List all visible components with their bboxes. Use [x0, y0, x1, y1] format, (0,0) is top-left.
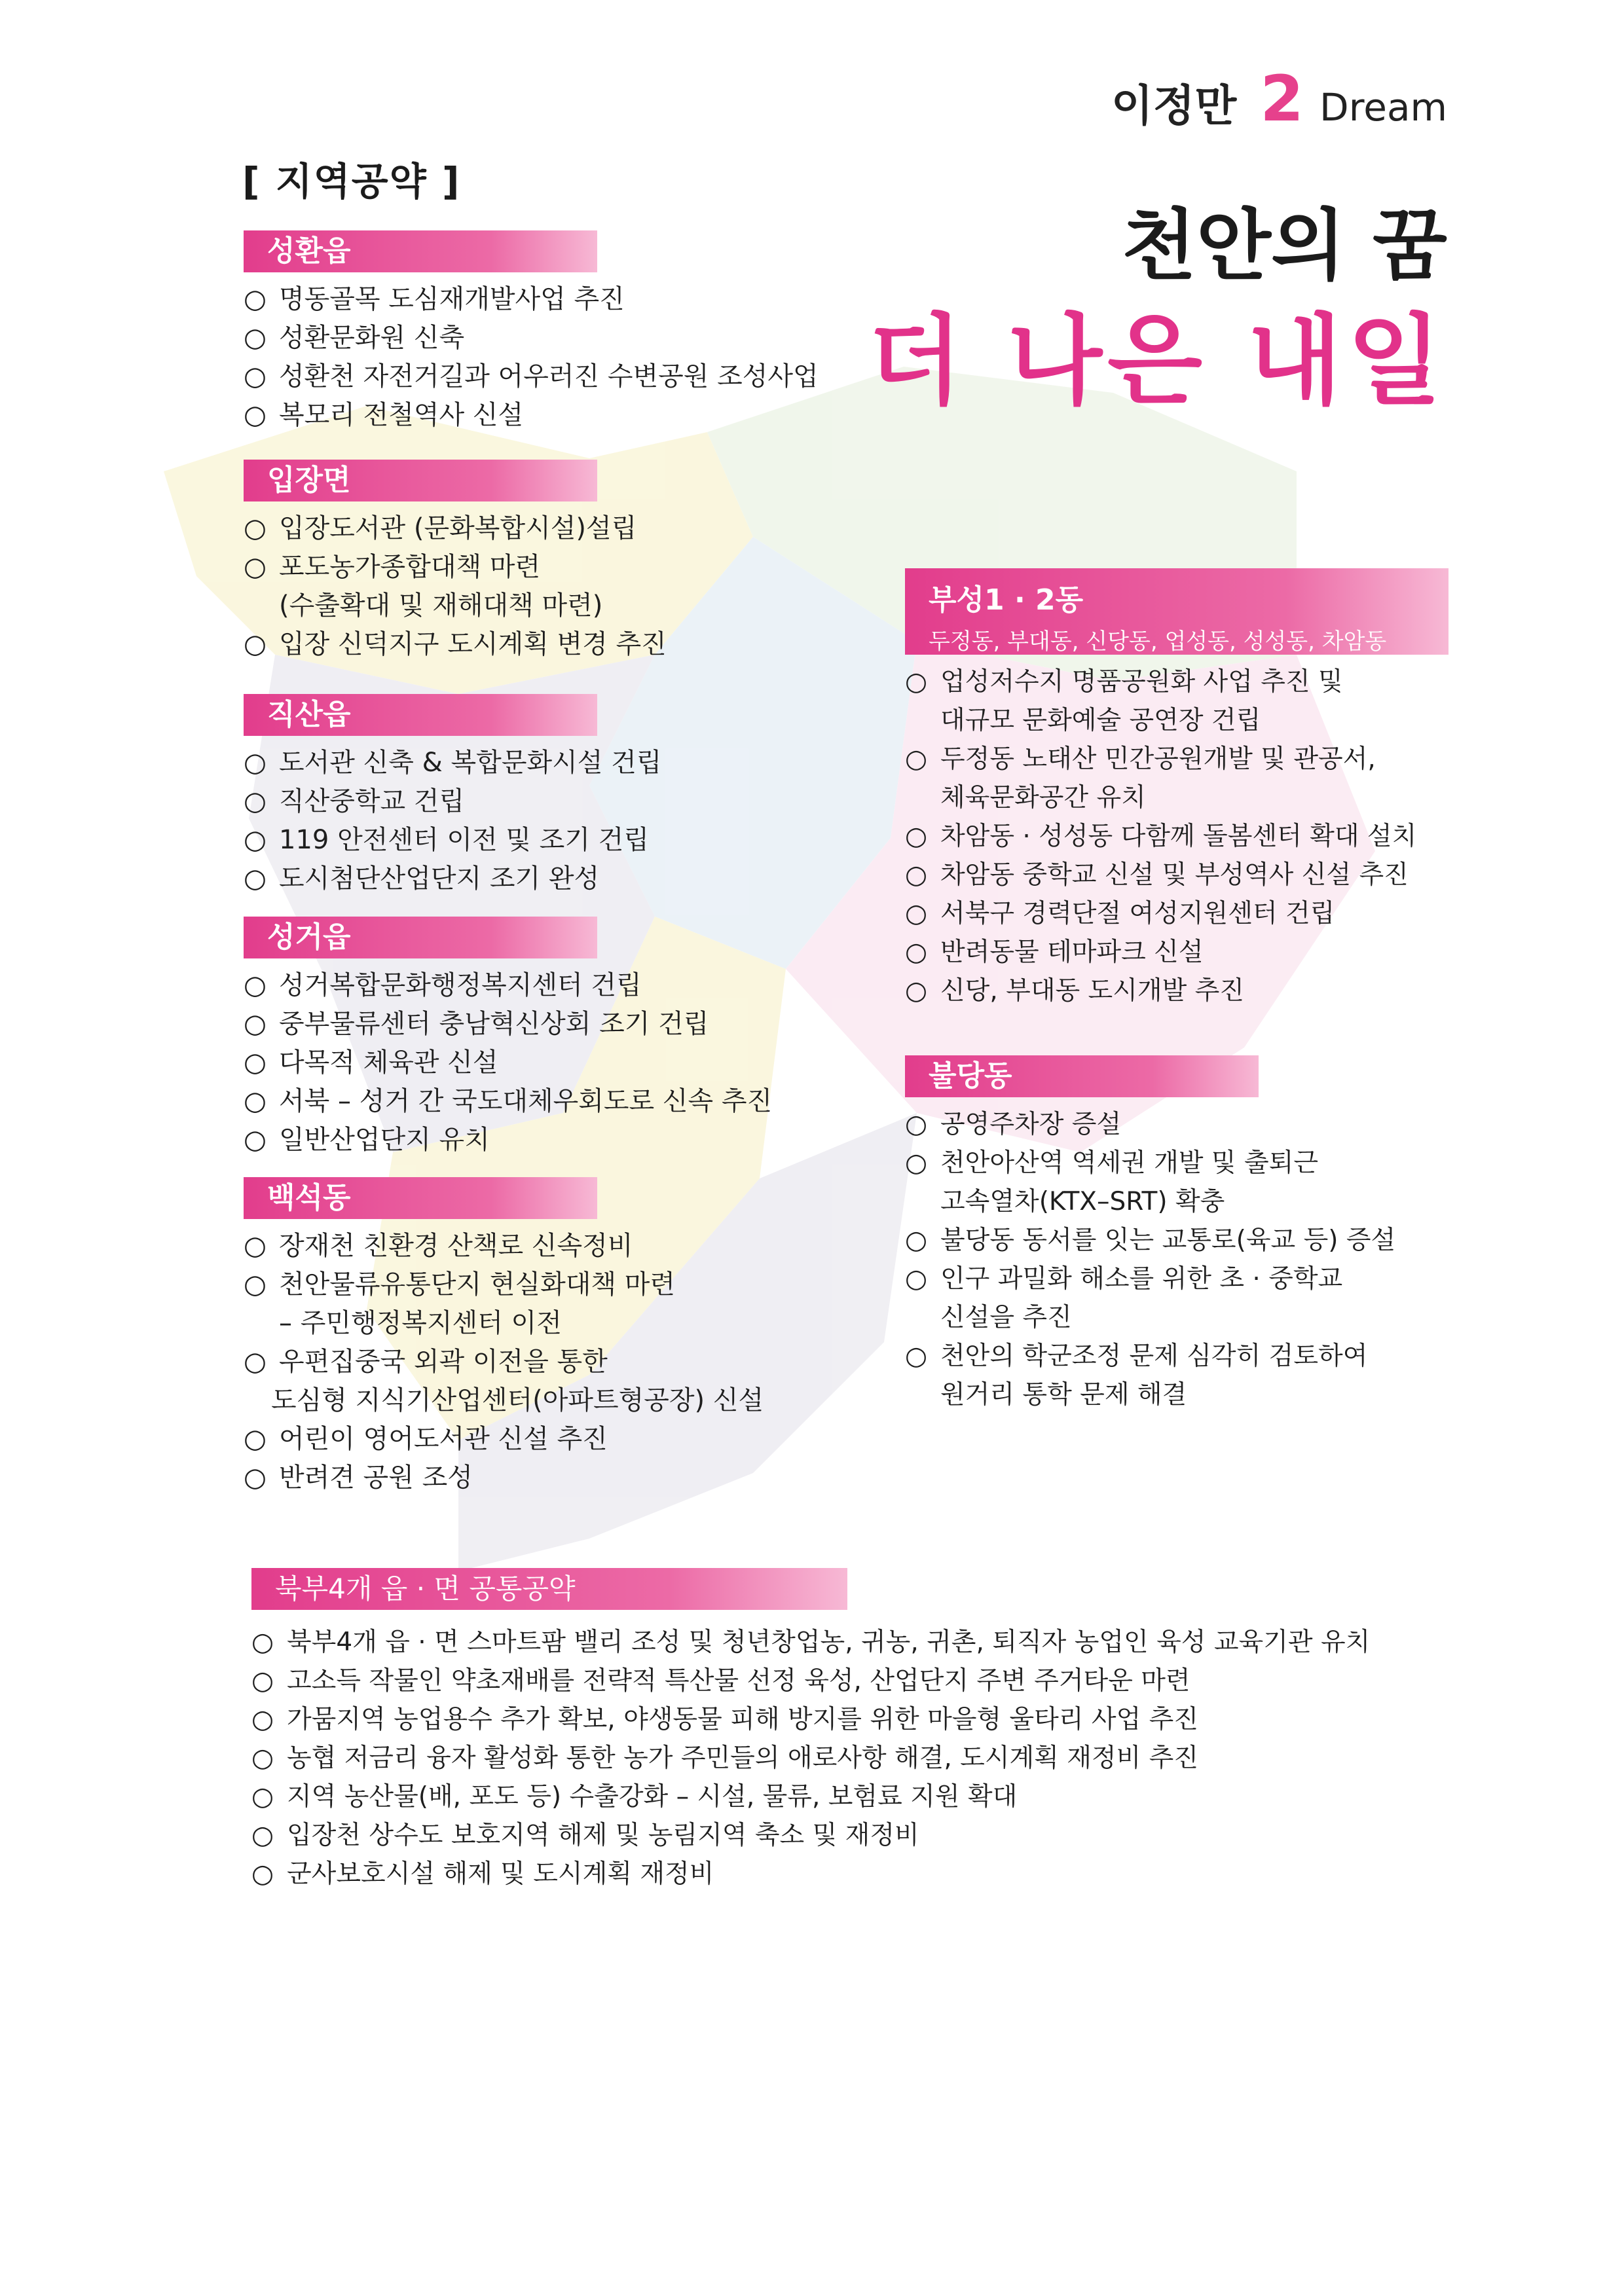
block-heading: 북부4개 읍 · 면 공통공약: [251, 1568, 847, 1610]
list-item: ○ 직산중학교 건립: [244, 786, 465, 816]
list-item: ○ 어린이 영어도서관 신설 추진: [244, 1424, 608, 1454]
block-northern-common: [251, 1568, 1496, 1893]
list-item: ○ 입장천 상수도 보호지역 해제 및 농림지역 축소 및 재정비: [251, 1821, 919, 1850]
list-item: ○ 신당, 부대동 도시개발 추진: [905, 976, 1245, 1006]
list-item: ○ 서북 – 성거 간 국도대체우회도로 신속 추진: [244, 1086, 773, 1116]
list-item-continuation: 체육문화공간 유치: [940, 783, 1146, 812]
list-item: ○ 입장 신덕지구 도시계획 변경 추진: [244, 629, 667, 659]
list-item: ○ 성환문화원 신축: [244, 323, 465, 353]
list-item-continuation: 도심형 지식기산업센터(아파트형공장) 신설: [271, 1385, 764, 1415]
list-item: ○ 도서관 신축 & 복합문화시설 건립: [244, 748, 662, 778]
block-seonggeo: [244, 917, 898, 1159]
list-item: ○ 두정동 노태산 민간공원개발 및 관공서,: [905, 744, 1376, 774]
block-heading-subtitle: 두정동, 부대동, 신당동, 업성동, 성성동, 차암동: [929, 629, 1387, 655]
list-item: ○ 차암동 중학교 신설 및 부성역사 신설 추진: [905, 860, 1409, 890]
list-item: ○ 일반산업단지 유치: [244, 1125, 490, 1155]
list-item: ○ 우편집중국 외곽 이전을 통한: [244, 1347, 608, 1377]
list-item: ○ 포도농가종합대책 마련: [244, 552, 541, 582]
list-item: ○ 도시첨단산업단지 조기 완성: [244, 864, 600, 894]
list-item: ○ 119 안전센터 이전 및 조기 건립: [244, 825, 649, 855]
list-item: ○ 반려견 공원 조성: [244, 1463, 473, 1493]
block-heading: 입장면: [244, 460, 597, 501]
page-subtitle: 더 나은 내일: [868, 304, 1447, 418]
list-item: ○ 북부4개 읍 · 면 스마트팜 밸리 조성 및 청년창업농, 귀농, 귀촌, 퇴직자 농업인 육성 교육기관 유치: [251, 1628, 1371, 1657]
block-jiksan: [244, 694, 898, 898]
block-heading: 불당동: [905, 1055, 1259, 1097]
list-item: ○ 불당동 동서를 잇는 교통로(육교 등) 증설: [905, 1226, 1396, 1255]
list-item: ○ 인구 과밀화 해소를 위한 초 · 중학교: [905, 1264, 1343, 1294]
block-heading: 성거읍: [244, 917, 597, 958]
list-item: ○ 반려동물 테마파크 신설: [905, 938, 1204, 967]
block-seonghwan: [244, 230, 898, 435]
candidate-number: 2: [1260, 62, 1304, 136]
block-buldang: [905, 1055, 1455, 1414]
block-heading: [905, 568, 1449, 655]
block-buseong: [905, 568, 1455, 1010]
list-item: ○ 공영주차장 증설: [905, 1110, 1122, 1139]
brand-slogan: Dream: [1320, 85, 1447, 130]
list-item: ○ 장재천 친환경 산책로 신속정비: [244, 1231, 633, 1261]
page-title: 천안의 꿈: [1121, 200, 1447, 291]
block-baekseok: [244, 1177, 898, 1497]
list-item: ○ 복모리 전철역사 신설: [244, 400, 524, 430]
list-item: ○ 업성저수지 명품공원화 사업 추진 및: [905, 667, 1343, 697]
list-item: ○ 중부물류센터 충남혁신상회 조기 건립: [244, 1009, 709, 1039]
list-item: ○ 성환천 자전거길과 어우러진 수변공원 조성사업: [244, 361, 819, 392]
block-heading: 성환읍: [244, 230, 597, 272]
list-item: ○ 농협 저금리 융자 활성화 통한 농가 주민들의 애로사항 해결, 도시계획 재정비 추진: [251, 1743, 1199, 1773]
list-item-continuation: (수출확대 및 재해대책 마련): [279, 591, 603, 621]
block-heading: 직산읍: [244, 694, 597, 736]
block-heading-title: 부성1 · 2동: [929, 583, 1084, 617]
list-item: ○ 성거복합문화행정복지센터 건립: [244, 970, 642, 1000]
list-item: ○ 천안아산역 역세권 개발 및 출퇴근: [905, 1148, 1319, 1178]
list-item: ○ 입장도서관 (문화복합시설)설립: [244, 513, 637, 543]
list-item: ○ 다목적 체육관 신설: [244, 1048, 498, 1078]
list-item: ○ 가뭄지역 농업용수 추가 확보, 야생동물 피해 방지를 위한 마을형 울타리 사업 추진: [251, 1705, 1199, 1734]
list-item-continuation: 고속열차(KTX–SRT) 확충: [940, 1187, 1225, 1216]
list-item: ○ 지역 농산물(배, 포도 등) 수출강화 – 시설, 물류, 보험료 지원 확대: [251, 1782, 1018, 1812]
candidate-brand: [1111, 62, 1447, 136]
section-tag: [ 지역공약 ]: [242, 159, 461, 204]
list-item: ○ 천안물류유통단지 현실화대책 마련: [244, 1269, 676, 1300]
candidate-name: 이정만: [1111, 81, 1237, 131]
block-ipjang: [244, 460, 898, 664]
list-item: ○ 명동골목 도심재개발사업 추진: [244, 284, 625, 314]
list-item: ○ 군사보호시설 해제 및 도시계획 재정비: [251, 1859, 714, 1889]
list-item-continuation: – 주민행정복지센터 이전: [279, 1308, 562, 1338]
block-heading: 백석동: [244, 1177, 597, 1219]
list-item: ○ 차암동 · 성성동 다함께 돌봄센터 확대 설치: [905, 822, 1417, 851]
list-item-continuation: 원거리 통학 문제 해결: [940, 1380, 1187, 1410]
list-item-continuation: 신설을 추진: [940, 1303, 1072, 1332]
list-item-continuation: 대규모 문화예술 공연장 건립: [940, 706, 1261, 735]
list-item: ○ 고소득 작물인 약초재배를 전략적 특산물 선정 육성, 산업단지 주변 주거타운 마련: [251, 1666, 1190, 1696]
list-item: ○ 서북구 경력단절 여성지원센터 건립: [905, 899, 1335, 928]
list-item: ○ 천안의 학군조정 문제 심각히 검토하여: [905, 1341, 1368, 1371]
